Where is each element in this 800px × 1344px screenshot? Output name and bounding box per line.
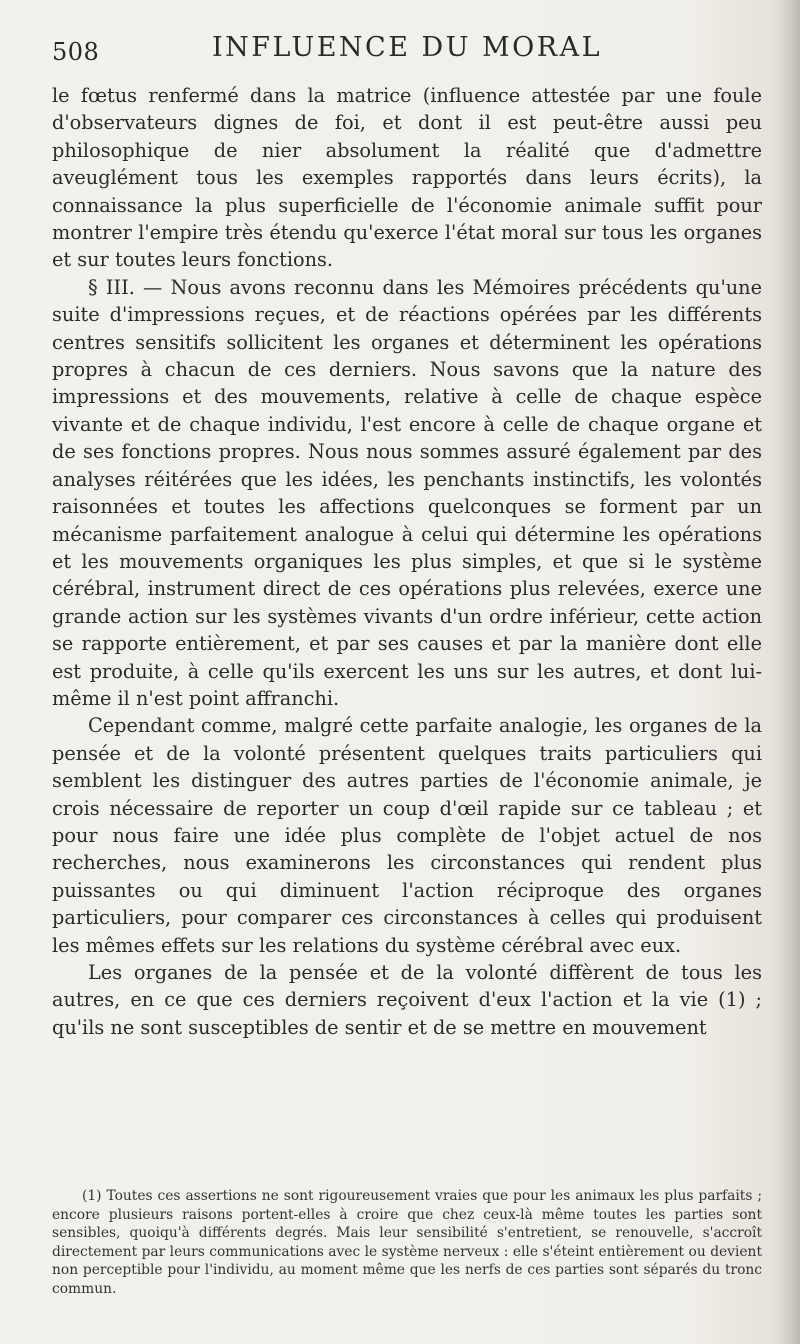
main-text <box>52 82 762 1041</box>
running-head: INFLUENCE DU MORAL <box>211 32 603 63</box>
footnote-1: (1) Toutes ces assertions ne sont rigoureusement vraies que pour les animaux les plus parfaits ; encore plusieurs raisons portent-elles à croire que chez ceux-là même toutes les parties sont sensibles, quoiqu'à différents degrés. Mais leur sensibilité s'entretient, se renouvelle, s'accroît directement par leurs communications avec le système nerveux : elle s'éteint entièrement ou devient non perceptible pour l'individu, au moment même que les nerfs de ces parties sont séparés du tronc commun. <box>52 1188 762 1297</box>
paragraph: Les organes de la pensée et de la volonté diffèrent de tous les autres, en ce que ces derniers reçoivent d'eux l'action et la vie (1) ; qu'ils ne sont susceptibles de sentir et de se mettre en mouvement <box>52 961 762 1039</box>
page-header <box>52 30 758 70</box>
paragraph-section-iii: § III. — Nous avons reconnu dans les Mémoires précédents qu'une suite d'impressions reçues, et de réactions opérées par les différents centres sensitifs sollicitent les organes et déterminent les opérations propres à chacun de ces derniers. Nous savons que la nature des impressions et des mouvements, relative à celle de chaque espèce vivante et de chaque individu, l'est encore à celle de chaque organe et de ses fonctions propres. Nous nous sommes assuré également par des analyses réitérées que les idées, les penchants instinctifs, les volontés raisonnées et toutes les affections quelconques se forment par un mécanisme parfaitement analogue à celui qui détermine les opérations et les mouvements organiques les plus simples, et que si le système cérébral, instrument direct de ces opérations plus relevées, exerce une grande action sur les systèmes vivants d'un ordre inférieur, cette action se rapporte entièrement, et par ses causes et par la manière dont elle est produite, à celle qu'ils exercent les uns sur les autres, et dont lui-même il n'est point affranchi. <box>52 275 762 710</box>
page-edge-shadow <box>778 0 800 1344</box>
paragraph: Cependant comme, malgré cette parfaite analogie, les organes de la pensée et de la volonté présentent quelques traits particuliers qui semblent les distinguer des autres parties de l'économie animale, je crois nécessaire de reporter un coup d'œil rapide sur ce tableau ; et pour nous faire une idée plus complète de l'objet actuel de nos recherches, nous examinerons les circonstances qui rendent plus puissantes ou qui diminuent l'action réciproque des organes particuliers, pour comparer ces circonstances à celles qui produisent les mêmes effets sur les relations du système cérébral avec eux. <box>52 714 762 957</box>
paragraph-continued: le fœtus renfermé dans la matrice (influence attestée par une foule d'observateurs dignes de foi, et dont il est peut-être aussi peu philosophique de nier absolument la réalité que d'admettre aveuglément tous les exemples rapportés dans leurs écrits), la connaissance la plus superficielle de l'économie animale suffit pour montrer l'empire très étendu qu'exerce l'état moral sur tous les organes et sur toutes leurs fonctions. <box>52 84 762 272</box>
page-number: 508 <box>52 38 100 66</box>
footnotes <box>52 1187 762 1299</box>
